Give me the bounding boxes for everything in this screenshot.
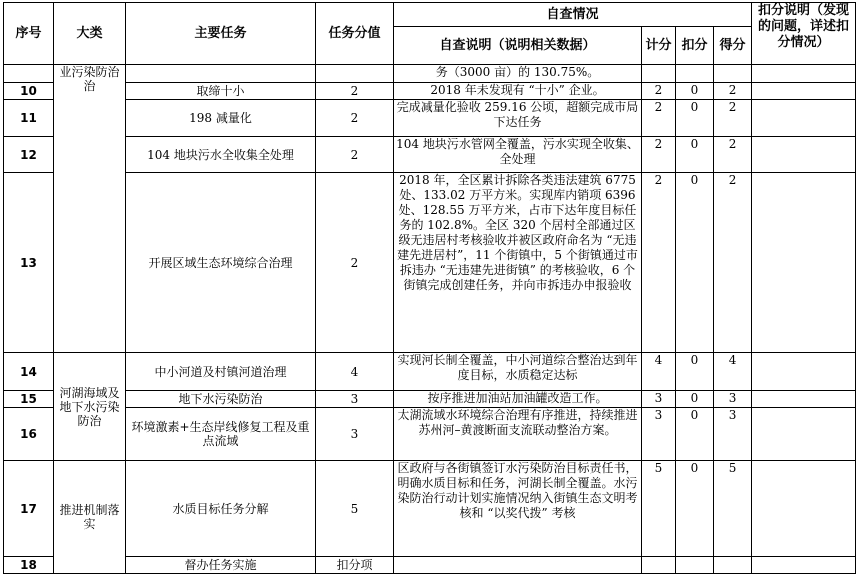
row-got: 2 (714, 100, 752, 137)
table-row (4, 173, 856, 353)
row-points: 2 (642, 83, 676, 100)
row-desc: 104 地块污水管网全覆盖，污水实现全收集、全处理 (394, 137, 642, 173)
row-got: 5 (714, 461, 752, 557)
row-got: 4 (714, 353, 752, 391)
row-points: 2 (642, 173, 676, 353)
row-points: 5 (642, 461, 676, 557)
row-task: 198 减量化 (126, 100, 316, 137)
row-deduct: 0 (676, 461, 714, 557)
row-note (752, 391, 856, 408)
row-deduct: 0 (676, 173, 714, 353)
row-desc: 实现河长制全覆盖，中小河道综合整治达到年度目标，水质稳定达标 (394, 353, 642, 391)
row-got: 2 (714, 173, 752, 353)
row-task: 地下水污染防治 (126, 391, 316, 408)
row-points (642, 557, 676, 574)
table-row (4, 65, 856, 83)
row-seq (4, 65, 54, 83)
row-desc: 务（3000 亩）的 130.75%。 (394, 65, 642, 83)
row-score: 2 (316, 100, 394, 137)
row-seq: 11 (4, 100, 54, 137)
header-self-desc: 自查说明（说明相关数据） (394, 27, 642, 65)
row-seq: 14 (4, 353, 54, 391)
self-check-table (3, 2, 856, 574)
row-note (752, 173, 856, 353)
row-points: 2 (642, 137, 676, 173)
table-row (4, 353, 856, 391)
table-row (4, 83, 856, 100)
header-deduct: 扣分 (676, 27, 714, 65)
row-category: 河湖海域及地下水污染防治 (54, 353, 126, 461)
row-score: 2 (316, 173, 394, 353)
row-deduct: 0 (676, 83, 714, 100)
row-deduct (676, 65, 714, 83)
row-score: 扣分项 (316, 557, 394, 574)
row-desc: 完成减量化验收 259.16 公顷，超额完成市局下达任务 (394, 100, 642, 137)
row-points: 3 (642, 391, 676, 408)
row-note (752, 461, 856, 557)
row-task: 督办任务实施 (126, 557, 316, 574)
header-self-check: 自查情况 (394, 3, 752, 27)
row-deduct: 0 (676, 100, 714, 137)
row-score: 2 (316, 83, 394, 100)
row-desc: 2018 年，全区累计拆除各类违法建筑 6775 处、133.02 万平方米。实现库内销项 6396 处、128.55 万平方米，占市下达年度目标任务的 102.8%。全区 320 个居村全部通过区级无违居村考核验收并被区政府命名为 “无违建先进居村”，11 个街镇中，5 个街镇通过市拆违办 “无违建先进街镇” 的考核验收，6 个街镇完成创建任务，并向市拆违办申报验收 (394, 173, 642, 353)
row-seq: 16 (4, 408, 54, 461)
header-deduct-note: 扣分说明（发现的问题，详述扣分情况） (752, 3, 856, 65)
row-task: 开展区域生态环境综合治理 (126, 173, 316, 353)
row-score: 2 (316, 137, 394, 173)
row-seq: 17 (4, 461, 54, 557)
row-score: 5 (316, 461, 394, 557)
table-row (4, 391, 856, 408)
row-category: 推进机制落实 (54, 461, 126, 574)
row-deduct: 0 (676, 353, 714, 391)
row-desc (394, 557, 642, 574)
header-task: 主要任务 (126, 3, 316, 65)
row-score: 4 (316, 353, 394, 391)
row-task: 环境激素+生态岸线修复工程及重点流域 (126, 408, 316, 461)
header-points: 计分 (642, 27, 676, 65)
row-deduct: 0 (676, 137, 714, 173)
row-got (714, 557, 752, 574)
row-note (752, 100, 856, 137)
row-note (752, 557, 856, 574)
row-seq: 18 (4, 557, 54, 574)
table-row (4, 557, 856, 574)
row-desc: 按序推进加油站加油罐改造工作。 (394, 391, 642, 408)
header-category: 大类 (54, 3, 126, 65)
row-deduct: 0 (676, 408, 714, 461)
row-note (752, 353, 856, 391)
row-got: 3 (714, 408, 752, 461)
row-note (752, 408, 856, 461)
row-points: 2 (642, 100, 676, 137)
row-got: 2 (714, 83, 752, 100)
row-points: 4 (642, 353, 676, 391)
row-seq: 12 (4, 137, 54, 173)
row-score: 3 (316, 391, 394, 408)
table-row (4, 137, 856, 173)
row-got (714, 65, 752, 83)
row-desc: 太湖流域水环境综合治理有序推进，持续推进苏州河–黄渡断面支流联动整治方案。 (394, 408, 642, 461)
table-row (4, 100, 856, 137)
row-points (642, 65, 676, 83)
table-row (4, 461, 856, 557)
row-note (752, 137, 856, 173)
row-got: 3 (714, 391, 752, 408)
row-got: 2 (714, 137, 752, 173)
row-seq: 15 (4, 391, 54, 408)
header-score: 任务分值 (316, 3, 394, 65)
row-task: 水质目标任务分解 (126, 461, 316, 557)
header-seq: 序号 (4, 3, 54, 65)
table-row (4, 408, 856, 461)
header-got: 得分 (714, 27, 752, 65)
row-points: 3 (642, 408, 676, 461)
row-note (752, 83, 856, 100)
row-task: 104 地块污水全收集全处理 (126, 137, 316, 173)
row-task: 取缔十小 (126, 83, 316, 100)
row-task (126, 65, 316, 83)
row-score: 3 (316, 408, 394, 461)
row-score (316, 65, 394, 83)
row-desc: 2018 年未发现有 “十小” 企业。 (394, 83, 642, 100)
row-seq: 13 (4, 173, 54, 353)
row-seq: 10 (4, 83, 54, 100)
row-category: 业污染防治 治 (54, 65, 126, 353)
row-task: 中小河道及村镇河道治理 (126, 353, 316, 391)
row-note (752, 65, 856, 83)
row-deduct (676, 557, 714, 574)
row-desc: 区政府与各街镇签订水污染防治目标责任书，明确水质目标和任务，河湖长制全覆盖。水污染防治行动计划实施情况纳入街镇生态文明考核和 “以奖代拨” 考核 (394, 461, 642, 557)
row-deduct: 0 (676, 391, 714, 408)
